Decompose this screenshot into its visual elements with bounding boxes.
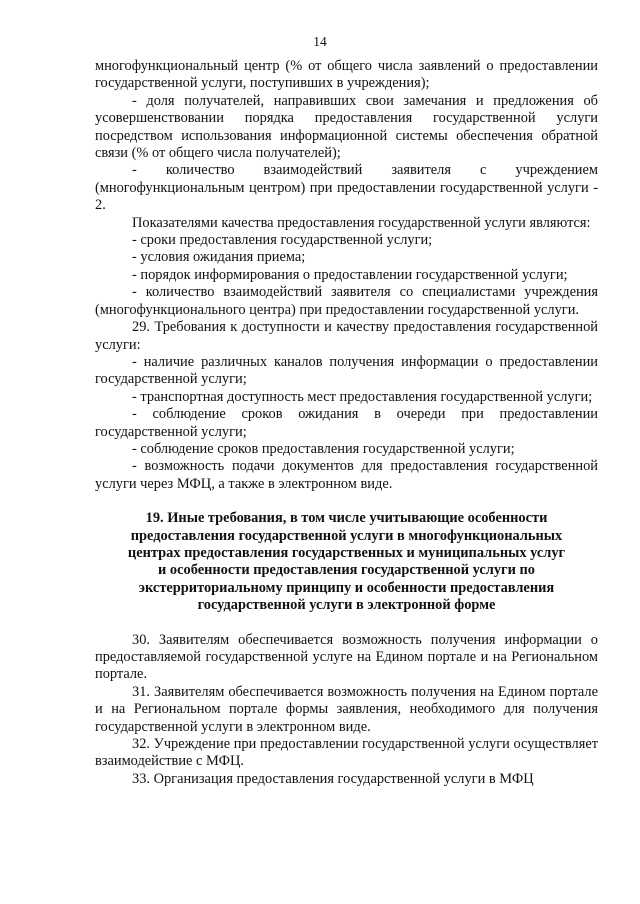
heading-line: центрах предоставления государственных и муниципальных услуг <box>127 544 566 561</box>
list-item: - возможность подачи документов для предоставления государственной услуги через МФЦ, а также в электронном виде. <box>95 458 598 492</box>
paragraph: многофункциональный центр (% от общего числа заявлений о предоставлении государственной услуги, поступивших в учреждения); <box>95 58 598 92</box>
heading-line: 19. Иные требования, в том числе учитывающие особенности <box>145 510 548 527</box>
list-item: - сроки предоставления государственной услуги; <box>132 232 433 249</box>
heading-line: экстерриториальному принципу и особенности предоставления <box>138 579 555 596</box>
paragraph: 30. Заявителям обеспечивается возможность получения информации о предоставляемой государственной услуге на Едином портале и на Региональном портале. <box>95 631 598 683</box>
heading-line: предоставления государственной услуги в многофункциональных <box>130 527 563 544</box>
paragraph: 31. Заявителям обеспечивается возможность получения на Едином портале и на Региональном портале формы заявления, необходимого для получения государственной услуги в электронном виде. <box>95 683 598 735</box>
list-item: - соблюдение сроков ожидания в очереди при предоставлении государственной услуги; <box>95 406 598 440</box>
paragraph: 33. Организация предоставления государственной услуги в МФЦ <box>132 770 534 787</box>
list-item: - условия ожидания приема; <box>132 249 306 266</box>
paragraph: 29. Требования к доступности и качеству предоставления государственной услуги: <box>95 319 598 353</box>
list-item: - соблюдение сроков предоставления государственной услуги; <box>132 440 515 457</box>
paragraph: Показателями качества предоставления государственной услуги являются: <box>132 214 591 231</box>
page-number: 14 <box>313 34 327 49</box>
list-item: - количество взаимодействий заявителя со специалистами учреждения (многофункционального центра) при предоставлении государственной услуги. <box>95 284 598 318</box>
heading-line: государственной услуги в электронной форме <box>197 597 496 614</box>
paragraph: 32. Учреждение при предоставлении государственной услуги осуществляет взаимодействие с МФЦ. <box>95 736 598 770</box>
heading-line: и особенности предоставления государственной услуги по <box>158 562 535 579</box>
section-heading <box>95 510 598 614</box>
list-item: - наличие различных каналов получения информации о предоставлении государственной услуги; <box>95 353 598 388</box>
paragraph: - количество взаимодействий заявителя с учреждением (многофункциональным центром) при предоставлении государственной услуги - 2. <box>95 162 598 214</box>
document-body <box>95 58 598 788</box>
list-item: - транспортная доступность мест предоставления государственной услуги; <box>132 388 593 405</box>
list-item: - порядок информирования о предоставлении государственной услуги; <box>132 266 568 283</box>
paragraph: - доля получателей, направивших свои замечания и предложения об усовершенствовании порядка предоставления государственной услуги посредством использования информационной системы обеспечения обратной связи (% от общего числа получателей); <box>95 92 598 162</box>
